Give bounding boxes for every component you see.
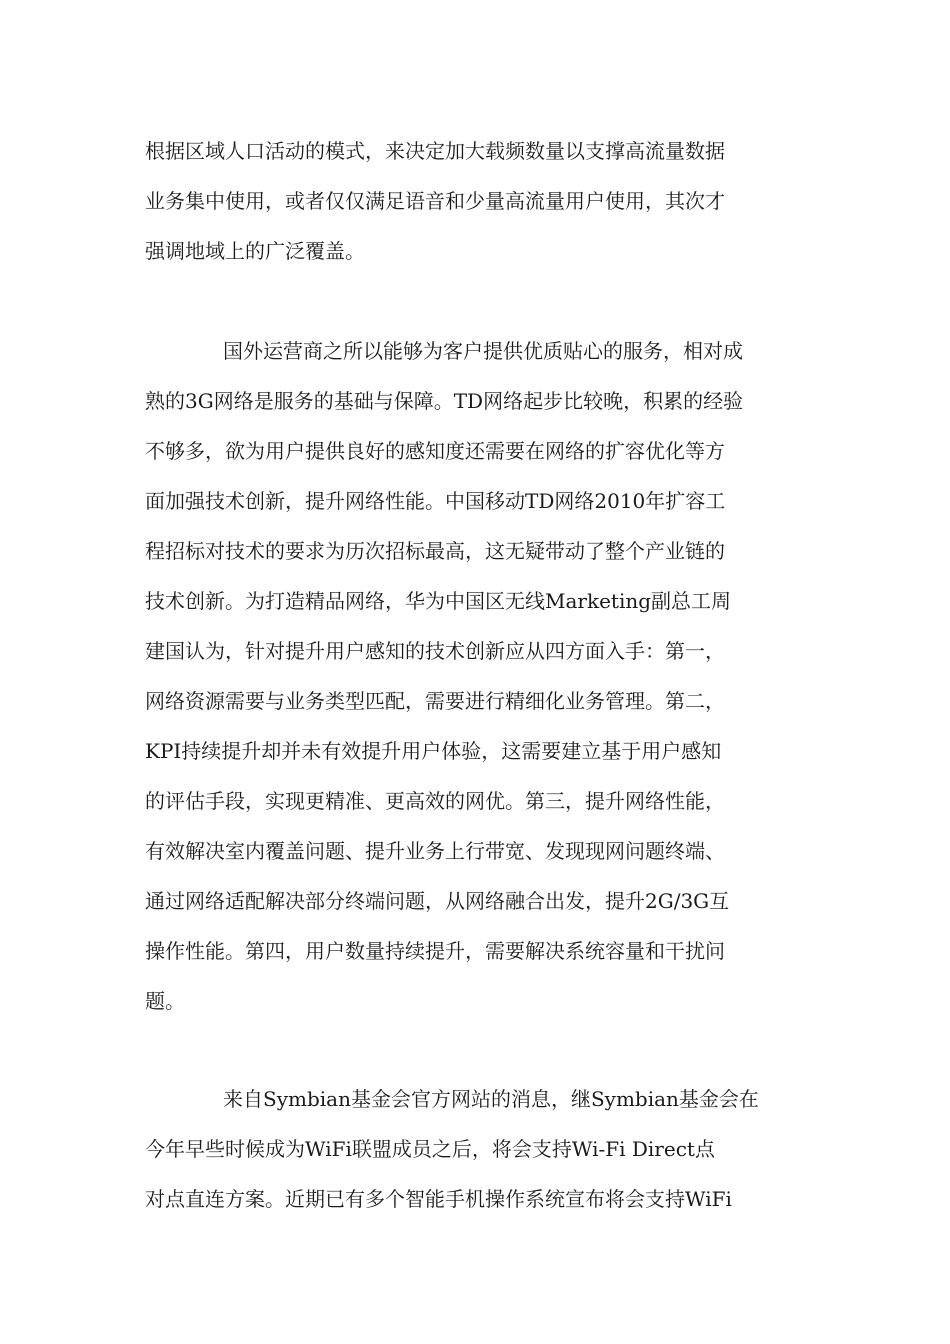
paragraph-3 (145, 1074, 805, 1224)
paragraph-line: 强调地域上的广泛覆盖。 (145, 239, 365, 263)
paragraph-line: 网络资源需要与业务类型匹配，需要进行精细化业务管理。第二， (145, 689, 725, 713)
paragraph-line: 面加强技术创新，提升网络性能。中国移动TD网络2010年扩容工 (145, 489, 726, 513)
paragraph-line: 建国认为，针对提升用户感知的技术创新应从四方面入手：第一， (145, 639, 725, 663)
paragraph-2 (145, 326, 805, 1026)
paragraph-line: 题。 (145, 989, 185, 1013)
paragraph-line: 国外运营商之所以能够为客户提供优质贴心的服务，相对成 (223, 339, 743, 363)
paragraph-line: 熟的3G网络是服务的基础与保障。TD网络起步比较晚，积累的经验 (145, 389, 744, 413)
paragraph-line: 的评估手段，实现更精准、更高效的网优。第三，提升网络性能， (145, 789, 725, 813)
paragraph-line: 程招标对技术的要求为历次招标最高，这无疑带动了整个产业链的 (145, 539, 725, 563)
paragraph-line: 对点直连方案。近期已有多个智能手机操作系统宣布将会支持WiFi (145, 1187, 732, 1211)
paragraph-line: 通过网络适配解决部分终端问题，从网络融合出发，提升2G/3G互 (145, 889, 730, 913)
paragraph-line: 业务集中使用，或者仅仅满足语音和少量高流量用户使用，其次才 (145, 189, 725, 213)
paragraph-line: 有效解决室内覆盖问题、提升业务上行带宽、发现现网问题终端、 (145, 839, 725, 863)
paragraph-line: KPI持续提升却并未有效提升用户体验，这需要建立基于用户感知 (145, 739, 722, 763)
paragraph-line: 根据区域人口活动的模式，来决定加大载频数量以支撑高流量数据 (145, 139, 725, 163)
paragraph-1 (145, 126, 805, 276)
paragraph-line: 操作性能。第四，用户数量持续提升，需要解决系统容量和干扰问 (145, 939, 725, 963)
paragraph-line: 今年早些时候成为WiFi联盟成员之后，将会支持Wi-Fi Direct点 (145, 1137, 715, 1161)
paragraph-line: 技术创新。为打造精品网络，华为中国区无线Marketing副总工周 (145, 589, 732, 613)
paragraph-line: 不够多，欲为用户提供良好的感知度还需要在网络的扩容优化等方 (145, 439, 725, 463)
paragraph-line: 来自Symbian基金会官方网站的消息，继Symbian基金会在 (223, 1087, 759, 1111)
